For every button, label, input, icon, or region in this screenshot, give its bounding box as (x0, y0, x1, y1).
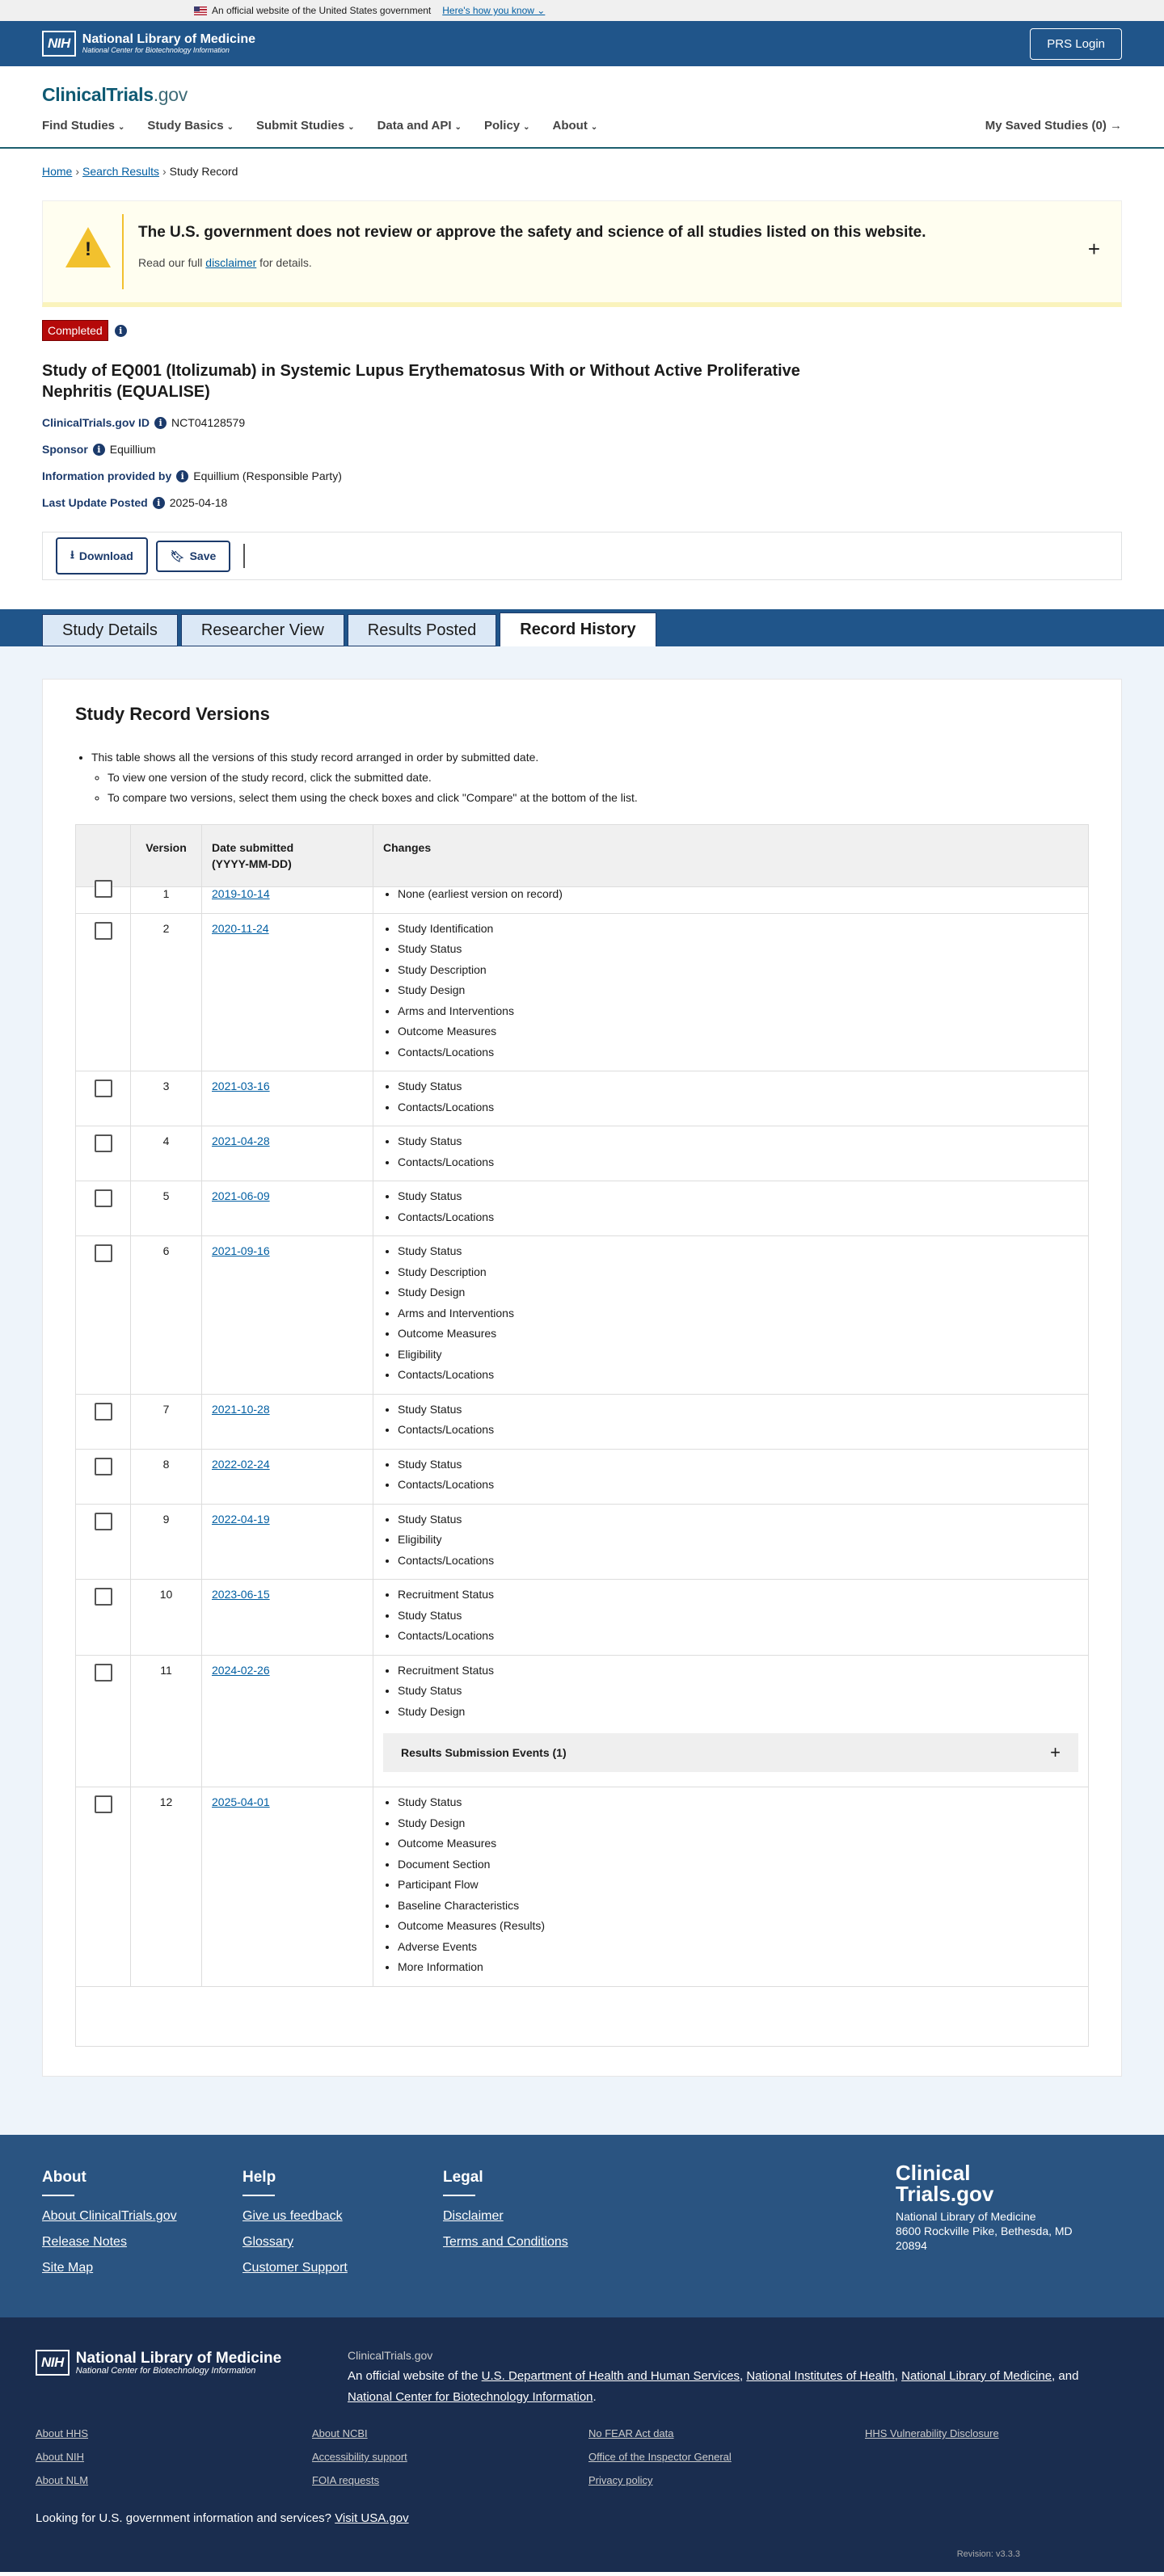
prs-login-button[interactable]: PRS Login (1030, 28, 1122, 60)
change-item: • Contacts/Locations (398, 1042, 1078, 1063)
change-item: • Study Status (398, 1400, 1078, 1421)
change-item: • Contacts/Locations (398, 1207, 1078, 1228)
nlm-footer-link[interactable]: HHS Vulnerability Disclosure (865, 2427, 999, 2439)
footer-help-heading: Help (242, 2169, 276, 2186)
change-item: • Study Status (398, 1241, 1078, 1262)
nlm-footer-link[interactable]: About NLM (36, 2474, 89, 2486)
nav-study-basics[interactable]: Study Basics ⌄ (147, 119, 234, 133)
results-submission-events-toggle[interactable]: Results Submission Events (1) + (383, 1733, 1078, 1772)
version-date-link[interactable]: 2023-06-15 (212, 1588, 270, 1601)
change-item: • Contacts/Locations (398, 1365, 1078, 1386)
change-item: • Study Status (398, 1681, 1078, 1702)
table-row (76, 1655, 1089, 1787)
change-item: • Study Design (398, 1813, 1078, 1834)
heres-how-you-know-link[interactable]: Here's how you know ⌄ (442, 5, 546, 16)
version-checkbox[interactable] (95, 880, 112, 898)
version-date-link[interactable]: 2021-03-16 (212, 1080, 270, 1092)
table-row (76, 1236, 1089, 1395)
change-item: • Study Status (398, 1792, 1078, 1813)
footer-legal-heading: Legal (443, 2169, 483, 2186)
nlm-footer-link[interactable]: No FEAR Act data (588, 2427, 674, 2439)
info-icon[interactable]: i (176, 470, 188, 482)
change-item: • Study Design (398, 1702, 1078, 1723)
footer-logo[interactable]: Clinical Trials.gov (896, 2161, 994, 2206)
change-item: • Study Identification (398, 919, 1078, 940)
gov-banner (0, 0, 1164, 21)
official-text: An official website of the U.S. Department of Health and Human Services, National Institutes of Health, National Library of Medicine, and National Center for Biotechnology Information. (348, 2369, 1079, 2404)
usa-gov-link[interactable]: Visit USA.gov (335, 2511, 409, 2525)
version-date-link[interactable]: 2020-11-24 (212, 921, 269, 935)
change-item: • Contacts/Locations (398, 1551, 1078, 1572)
nlm-footer-link[interactable]: About NCBI (312, 2427, 368, 2439)
info-icon[interactable]: i (153, 497, 165, 509)
chevron-down-icon: ⌄ (348, 123, 355, 132)
table-row (76, 1126, 1089, 1181)
footer-link[interactable]: Disclaimer (443, 2209, 504, 2223)
col-date: Date submitted (YYYY-MM-DD) (202, 825, 373, 887)
nlm-footer-link[interactable]: FOIA requests (312, 2474, 380, 2486)
change-item: • Arms and Interventions (398, 1303, 1078, 1324)
version-checkbox[interactable] (95, 922, 112, 940)
version-number: 6 (131, 1236, 202, 1395)
version-date-link[interactable]: 2022-02-24 (212, 1457, 270, 1471)
table-row (76, 1787, 1089, 1987)
version-checkbox[interactable] (95, 1244, 112, 1262)
alert-heading: The U.S. government does not review or approve the safety and science of all studies listed on this website. (138, 224, 926, 241)
change-item: • Adverse Events (398, 1937, 1078, 1958)
disclaimer-link[interactable]: disclaimer (205, 256, 257, 269)
change-item: • More Information (398, 1957, 1078, 1978)
change-item: • Study Status (398, 1606, 1078, 1627)
nav-policy[interactable]: Policy ⌄ (483, 119, 530, 133)
nlm-link[interactable]: National Library of Medicine (901, 2369, 1052, 2383)
version-number: 9 (131, 1504, 202, 1580)
footer-about-heading: About (42, 2169, 86, 2186)
change-item: • Study Status (398, 1076, 1078, 1097)
footer-link[interactable]: Give us feedback (242, 2209, 343, 2223)
change-item: • Contacts/Locations (398, 1152, 1078, 1173)
version-date-link[interactable]: 2019-10-14 (212, 887, 270, 900)
footer-link[interactable]: Site Map (42, 2261, 94, 2275)
versions-heading: Study Record Versions (75, 704, 270, 724)
version-checkbox[interactable] (95, 1588, 112, 1606)
version-checkbox[interactable] (95, 1403, 112, 1421)
version-date-link[interactable]: 2024-02-26 (212, 1663, 270, 1677)
status-badge: Completed (42, 320, 108, 341)
nlm-footer (0, 2317, 1164, 2572)
study-meta (42, 416, 1122, 509)
change-item: • Eligibility (398, 1530, 1078, 1551)
nih-logo-icon: NIH (36, 2350, 70, 2376)
version-checkbox[interactable] (95, 1458, 112, 1475)
bookmark-icon: 🔖︎ (170, 549, 185, 562)
us-flag-icon (194, 6, 207, 15)
table-row (76, 913, 1089, 1071)
breadcrumb-search-results[interactable]: Search Results (82, 165, 159, 178)
version-number: 8 (131, 1449, 202, 1504)
change-item: • Study Description (398, 1262, 1078, 1283)
site-header (0, 66, 1164, 149)
info-provided-value: Equillium (Responsible Party) (193, 469, 342, 482)
table-row (76, 887, 1089, 914)
versions-card (42, 679, 1122, 2077)
table-row (76, 1071, 1089, 1126)
footer-link[interactable]: Terms and Conditions (443, 2235, 568, 2249)
chevron-down-icon: ⌄ (454, 123, 462, 132)
change-item: • Study Status (398, 1186, 1078, 1207)
change-item: • Outcome Measures (398, 1833, 1078, 1854)
expand-plus-icon[interactable]: + (1087, 237, 1100, 261)
id-label: ClinicalTrials.gov ID (42, 416, 150, 429)
version-number: 2 (131, 913, 202, 1071)
nih-link[interactable]: National Institutes of Health (746, 2369, 895, 2383)
arrow-right-icon: → (1110, 119, 1122, 133)
change-item: • Study Design (398, 1282, 1078, 1303)
tab-record-history[interactable]: Record History (500, 612, 656, 646)
version-number: 3 (131, 1071, 202, 1126)
nav-about[interactable]: About ⌄ (552, 119, 598, 133)
tab-bar (0, 609, 1164, 646)
sponsor-value: Equillium (109, 443, 156, 456)
version-number: 1 (131, 887, 202, 914)
expand-plus-icon: + (1050, 1742, 1061, 1762)
change-item: • Recruitment Status (398, 1585, 1078, 1606)
footer-brand: Clinical Trials.gov National Library of Medicine 8600 Rockville Pike, Bethesda, MD 20894 (896, 2161, 1073, 2252)
nih-logo-icon: NIH (42, 31, 76, 57)
save-button[interactable]: 🔖︎ Save (156, 541, 230, 572)
my-saved-studies-link[interactable]: My Saved Studies (0) → (985, 119, 1122, 133)
version-checkbox[interactable] (95, 1080, 112, 1097)
sponsor-label: Sponsor (42, 443, 88, 456)
tab-researcher-view[interactable]: Researcher View (181, 614, 344, 646)
study-title: Study of EQ001 (Itolizumab) in Systemic Lupus Erythematosus With or Without Active Proliferative Nephritis (EQUALISE) (42, 362, 800, 401)
change-item: • Study Description (398, 960, 1078, 981)
tab-study-details[interactable]: Study Details (42, 614, 178, 646)
nih-header (0, 21, 1164, 66)
warning-icon: ! (65, 227, 111, 267)
main-nav (42, 119, 597, 133)
change-item: • Baseline Characteristics (398, 1896, 1078, 1917)
version-date-link[interactable]: 2022-04-19 (212, 1512, 270, 1526)
disclaimer-alert (42, 200, 1122, 307)
version-number: 10 (131, 1580, 202, 1656)
chevron-down-icon: ⌄ (523, 123, 530, 132)
change-item: • Outcome Measures (398, 1021, 1078, 1042)
version-date-link[interactable]: 2025-04-01 (212, 1795, 270, 1808)
chevron-down-icon: ⌄ (118, 123, 125, 132)
versions-table (75, 824, 1089, 2047)
nav-data-api[interactable]: Data and API ⌄ (377, 119, 462, 133)
table-row (76, 1449, 1089, 1504)
nct-id: NCT04128579 (171, 416, 246, 429)
chevron-down-icon: ⌄ (226, 123, 234, 132)
change-item: • Outcome Measures (Results) (398, 1916, 1078, 1937)
download-icon: ⭳ (70, 548, 74, 561)
last-update-value: 2025-04-18 (169, 496, 228, 509)
version-date-link[interactable]: 2021-09-16 (212, 1244, 270, 1257)
nlm-footer-link[interactable]: Accessibility support (312, 2451, 407, 2463)
ncbi-name: National Center for Biotechnology Information (82, 46, 230, 54)
version-checkbox[interactable] (95, 1664, 112, 1682)
version-checkbox[interactable] (95, 1189, 112, 1207)
change-item: • Study Design (398, 980, 1078, 1001)
versions-description: • This table shows all the versions of this study record arranged in order by submitted date. ◦ To view one version of the study record, click the submitted date. ◦ To compare two versions, select them using the check boxes and click "Compare" at the bottom of the list. (75, 747, 1089, 808)
change-item: • Recruitment Status (398, 1661, 1078, 1682)
change-item: • Outcome Measures (398, 1324, 1078, 1345)
version-checkbox[interactable] (95, 1795, 112, 1813)
site-logo[interactable]: ClinicalTrials.gov (42, 84, 188, 105)
version-number: 11 (131, 1655, 202, 1787)
info-provided-label: Information provided by (42, 469, 172, 482)
nlm-footer-link[interactable]: About HHS (36, 2427, 89, 2439)
change-item: • None (earliest version on record) (398, 884, 1078, 905)
revision-text: Revision: v3.3.3 (956, 2549, 1020, 2559)
nlm-footer-logo[interactable]: NIH National Library of Medicine National Center for Biotechnology Information (36, 2350, 1128, 2376)
breadcrumb-home[interactable]: Home (42, 165, 73, 178)
version-date-link[interactable]: 2021-04-28 (212, 1134, 270, 1147)
alert-text: Read our full disclaimer for details. (138, 256, 312, 269)
info-icon[interactable]: i (93, 444, 105, 456)
info-icon[interactable]: i (154, 417, 167, 429)
nav-find-studies[interactable]: Find Studies ⌄ (42, 119, 125, 133)
change-item: • Contacts/Locations (398, 1097, 1078, 1118)
last-update-label: Last Update Posted (42, 496, 148, 509)
nlm-footer-link[interactable]: About NIH (36, 2451, 84, 2463)
actions-bar (42, 532, 1122, 580)
change-item: • Document Section (398, 1854, 1078, 1875)
table-row (76, 1580, 1089, 1656)
table-row (76, 1181, 1089, 1236)
change-item: • Study Status (398, 1131, 1078, 1152)
version-number: 12 (131, 1787, 202, 1987)
table-row (76, 1394, 1089, 1449)
footer-link[interactable]: Customer Support (242, 2261, 348, 2275)
col-changes: Changes (373, 825, 1089, 887)
tab-results-posted[interactable]: Results Posted (348, 614, 497, 646)
download-button[interactable]: ⭳ Download (56, 537, 148, 575)
site-footer (0, 2135, 1164, 2317)
nlm-site-name: ClinicalTrials.gov (348, 2349, 433, 2362)
nav-submit-studies[interactable]: Submit Studies ⌄ (256, 119, 355, 133)
footer-link[interactable]: Glossary (242, 2235, 294, 2249)
breadcrumb: Home › Search Results › Study Record (42, 165, 238, 178)
change-item: • Contacts/Locations (398, 1420, 1078, 1441)
version-date-link[interactable]: 2021-06-09 (212, 1189, 270, 1202)
version-number: 7 (131, 1394, 202, 1449)
nlm-footer-link[interactable]: Office of the Inspector General (588, 2451, 732, 2463)
info-icon[interactable]: i (115, 325, 127, 337)
hhs-link[interactable]: U.S. Department of Health and Human Services (481, 2369, 740, 2383)
nlm-logo[interactable] (42, 31, 255, 57)
change-item: • Study Status (398, 1509, 1078, 1530)
change-item: • Eligibility (398, 1345, 1078, 1366)
nlm-footer-links (36, 2427, 1141, 2486)
version-checkbox[interactable] (95, 1134, 112, 1152)
footer-link[interactable]: About ClinicalTrials.gov (42, 2209, 177, 2223)
table-row (76, 1504, 1089, 1580)
nlm-name: National Library of Medicine (82, 32, 256, 46)
change-item: • Contacts/Locations (398, 1626, 1078, 1647)
chevron-down-icon: ⌄ (590, 123, 598, 132)
version-number: 4 (131, 1126, 202, 1181)
gov-banner-text: An official website of the United States government (212, 5, 432, 16)
usa-gov-line: Looking for U.S. government information and services? Visit USA.gov (36, 2511, 409, 2525)
change-item: • Participant Flow (398, 1875, 1078, 1896)
ncbi-link[interactable]: National Center for Biotechnology Information (348, 2390, 593, 2404)
col-version: Version (131, 825, 202, 887)
change-item: • Arms and Interventions (398, 1001, 1078, 1022)
version-number: 5 (131, 1181, 202, 1236)
change-item: • Study Status (398, 939, 1078, 960)
nlm-footer-link[interactable]: Privacy policy (588, 2474, 653, 2486)
change-item: • Contacts/Locations (398, 1475, 1078, 1496)
version-date-link[interactable]: 2021-10-28 (212, 1402, 270, 1416)
change-item: • Study Status (398, 1454, 1078, 1475)
version-checkbox[interactable] (95, 1513, 112, 1530)
footer-link[interactable]: Release Notes (42, 2235, 127, 2249)
breadcrumb-current: Study Record (169, 165, 238, 178)
